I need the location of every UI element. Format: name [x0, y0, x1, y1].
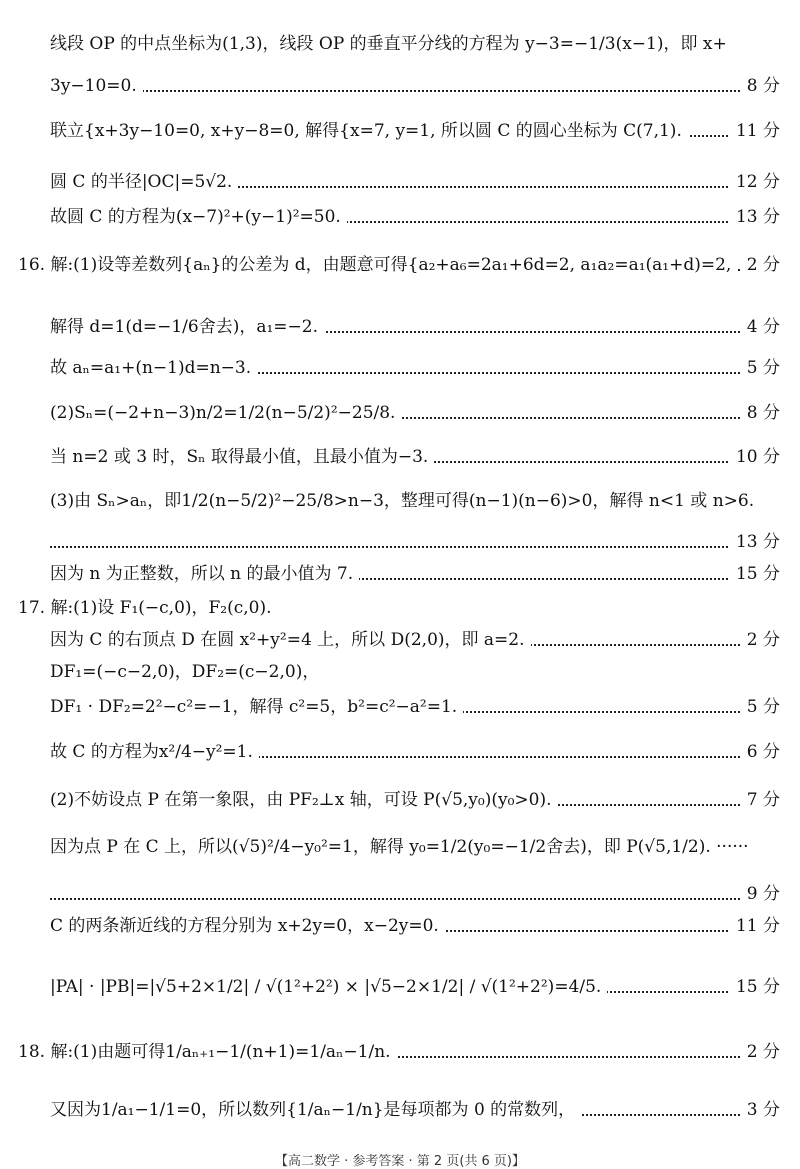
score-label: 5 分: [741, 354, 780, 382]
solution-line: [50, 117, 780, 145]
solution-line: [50, 880, 780, 908]
score-label: 10 分: [730, 443, 780, 471]
score-label: 2 分: [741, 626, 780, 654]
score-label: 13 分: [730, 528, 780, 556]
line-text: DF₁=(−c−2,0)，DF₂=(c−2,0)，: [50, 658, 325, 686]
score-label: 11 分: [730, 912, 780, 940]
solution-line: [50, 528, 780, 556]
line-text: (3)由 Sₙ>aₙ，即1/2(n−5/2)²−25/8>n−3，整理可得(n−1)(n−6)>0，解得 n<1 或 n>6.: [50, 487, 760, 515]
dot-leader: [50, 546, 780, 548]
line-text: 因为 n 为正整数，所以 n 的最小值为 7.: [50, 560, 359, 588]
solution-line: [50, 833, 780, 861]
score-label: 7 分: [741, 786, 780, 814]
solution-line: [50, 313, 780, 341]
score-label: 9 分: [741, 880, 780, 908]
line-text: |PA| · |PB|=|√5+2×1/2| / √(1²+2²) × |√5−2×1/2| / √(1²+2²)=4/5.: [50, 973, 607, 1001]
line-text: 18. 解:(1)由题可得1/aₙ₊₁−1/(n+1)=1/aₙ−1/n.: [18, 1038, 397, 1066]
line-text: 因为点 P 在 C 上，所以(√5)²/4−y₀²=1，解得 y₀=1/2(y₀=−1/2舍去)，即 P(√5,1/2). ······: [50, 833, 755, 861]
score-label: 8 分: [741, 72, 780, 100]
dot-leader: [50, 898, 780, 900]
solution-line: [50, 560, 780, 588]
line-text: 解得 d=1(d=−1/6舍去)，a₁=−2.: [50, 313, 324, 341]
line-text: 16. 解:(1)设等差数列{aₙ}的公差为 d，由题意可得{a₂+a₆=2a₁+6d=2, a₁a₂=a₁(a₁+d)=2,: [18, 251, 737, 279]
solution-line: [50, 168, 780, 196]
line-text: (2)Sₙ=(−2+n−3)n/2=1/2(n−5/2)²−25/8.: [50, 399, 401, 427]
solution-line: [50, 203, 780, 231]
solution-line: [50, 443, 780, 471]
solution-line: [50, 30, 780, 58]
score-label: 6 分: [741, 738, 780, 766]
line-text: 故圆 C 的方程为(x−7)²+(y−1)²=50.: [50, 203, 347, 231]
solution-line: [50, 738, 780, 766]
solution-line: [50, 786, 780, 814]
line-text: 联立{x+3y−10=0, x+y−8=0, 解得{x=7, y=1, 所以圆 C 的圆心坐标为 C(7,1).: [50, 117, 688, 145]
score-label: 2 分: [741, 251, 780, 279]
solution-line: [18, 1038, 780, 1066]
score-label: 15 分: [730, 560, 780, 588]
line-text: 当 n=2 或 3 时，Sₙ 取得最小值，且最小值为−3.: [50, 443, 434, 471]
solution-line: [50, 399, 780, 427]
solution-line: [50, 354, 780, 382]
line-text: (2)不妨设点 P 在第一象限，由 PF₂⊥x 轴，可设 P(√5,y₀)(y₀>0).: [50, 786, 557, 814]
line-text: C 的两条渐近线的方程分别为 x+2y=0，x−2y=0.: [50, 912, 445, 940]
page-footer: 【高二数学 · 参考答案 · 第 2 页(共 6 页)】: [274, 1154, 525, 1169]
score-label: 8 分: [741, 399, 780, 427]
score-label: 11 分: [730, 117, 780, 145]
solution-line: [50, 487, 780, 515]
solution-line: [50, 1096, 780, 1124]
solution-line: [50, 658, 780, 686]
solution-line: [50, 693, 780, 721]
line-text: 又因为1/a₁−1/1=0，所以数列{1/aₙ−1/n}是每项都为 0 的常数列，: [50, 1096, 581, 1124]
line-text: DF₁ · DF₂=2²−c²=−1，解得 c²=5，b²=c²−a²=1.: [50, 693, 463, 721]
solution-line: [18, 594, 780, 622]
score-label: 13 分: [730, 203, 780, 231]
solution-line: [50, 72, 780, 100]
solution-line: [50, 973, 780, 1001]
score-label: 15 分: [730, 973, 780, 1001]
score-label: 5 分: [741, 693, 780, 721]
solution-line: [50, 912, 780, 940]
line-text: 17. 解:(1)设 F₁(−c,0)，F₂(c,0).: [18, 594, 278, 622]
score-label: 3 分: [741, 1096, 780, 1124]
dot-leader: [50, 90, 780, 92]
solution-line: [18, 251, 780, 279]
line-text: 因为 C 的右顶点 D 在圆 x²+y²=4 上，所以 D(2,0)，即 a=2.: [50, 626, 531, 654]
line-text: 线段 OP 的中点坐标为(1,3)，线段 OP 的垂直平分线的方程为 y−3=−1/3(x−1)，即 x+: [50, 30, 733, 58]
score-label: 2 分: [741, 1038, 780, 1066]
score-label: 12 分: [730, 168, 780, 196]
line-text: 故 C 的方程为x²/4−y²=1.: [50, 738, 259, 766]
line-text: 圆 C 的半径|OC|=5√2.: [50, 168, 238, 196]
line-text: 3y−10=0.: [50, 72, 143, 100]
line-text: 故 aₙ=a₁+(n−1)d=n−3.: [50, 354, 257, 382]
solution-line: [50, 626, 780, 654]
score-label: 4 分: [741, 313, 780, 341]
